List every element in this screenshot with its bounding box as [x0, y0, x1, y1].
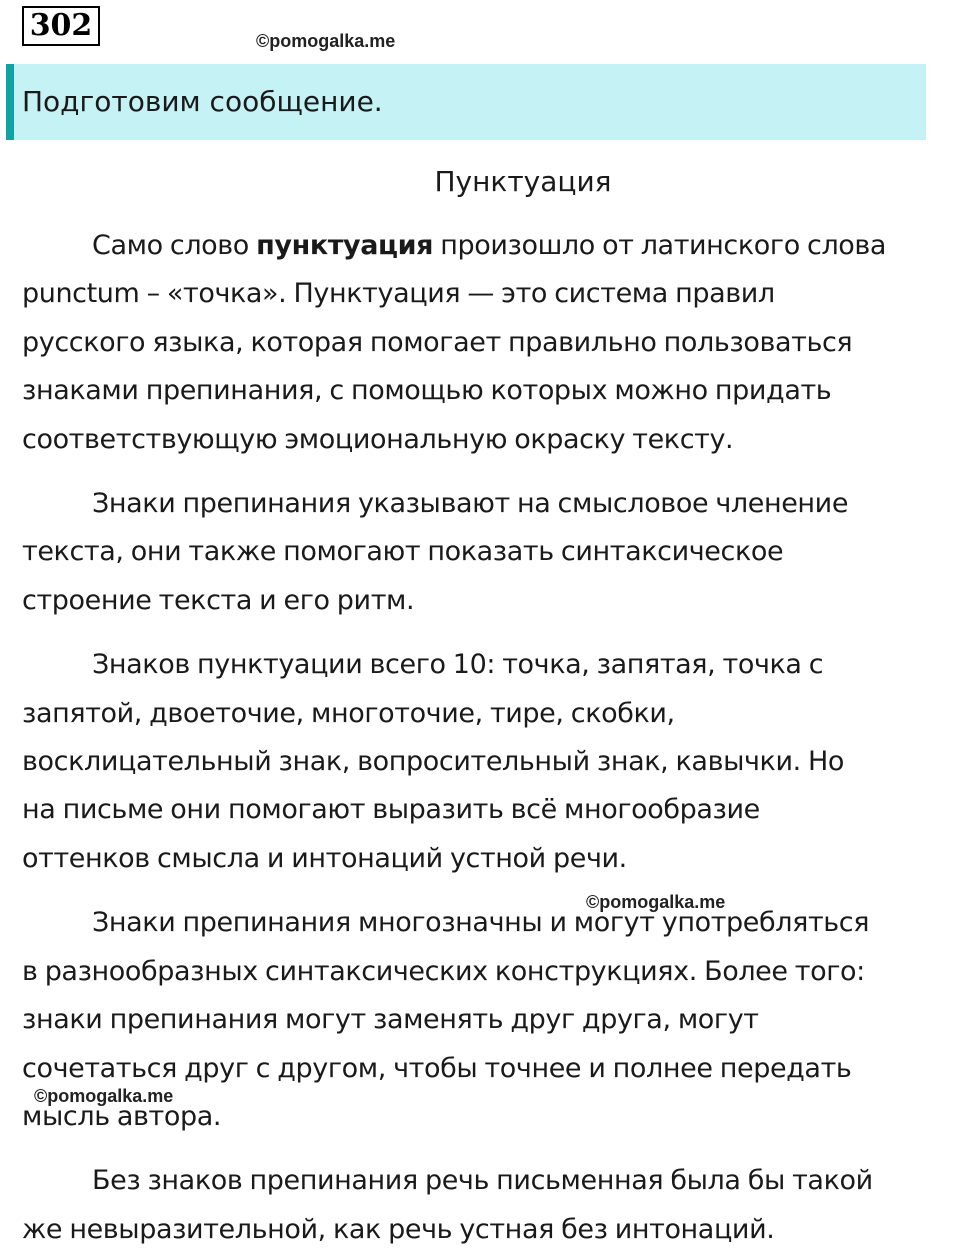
banner-accent-bar	[6, 64, 14, 140]
paragraph-2	[22, 480, 956, 625]
paragraph-line: сочетаться друг с другом, чтобы точнее и полнее передать	[22, 1052, 852, 1084]
paragraph-line: знаки препинания могут заменять друг друга, могут	[22, 1004, 759, 1036]
paragraph-5	[22, 1157, 956, 1254]
term-bold: пунктуация	[256, 230, 434, 261]
paragraph-line: мысль автора.	[22, 1100, 222, 1132]
paragraph-line: знаками препинания, с помощью которых можно придать	[22, 375, 832, 407]
paragraph-line: в разнообразных синтаксических конструкциях. Более того:	[22, 955, 865, 987]
paragraph-3	[22, 641, 956, 883]
watermark-bottom: ©pomogalka.me	[34, 1086, 174, 1106]
paragraph-line: Знаки препинания указывают на смысловое членение	[92, 488, 849, 520]
watermark-middle: ©pomogalka.me	[586, 892, 726, 912]
paragraph-line: оттенков смысла и интонаций устной речи.	[22, 842, 627, 874]
paragraph-line: восклицательный знак, вопросительный знак, кавычки. Но	[22, 746, 845, 778]
paragraph-line: Знаков пунктуации всего 10: точка, запятая, точка с	[92, 649, 824, 681]
paragraph-line: же невыразительной, как речь устная без интонаций.	[22, 1213, 775, 1245]
watermark-top: ©pomogalka.me	[256, 31, 396, 51]
paragraph-line: Знаки препинания многозначны и могут употребляться	[92, 907, 870, 939]
paragraph-line: строение текста и его ритм.	[22, 584, 415, 616]
paragraph-line: Само слово пунктуация произошло от латинского слова	[92, 230, 887, 261]
banner-heading: Подготовим сообщение.	[22, 85, 383, 118]
paragraph-line: Без знаков препинания речь письменная была бы такой	[92, 1165, 873, 1197]
section-banner	[6, 64, 926, 140]
task-number: 302	[22, 6, 100, 46]
paragraph-line: русского языка, которая помогает правильно пользоваться	[22, 326, 853, 358]
paragraph-line: punctum – «точка». Пунктуация — это система правил	[22, 278, 775, 310]
paragraph-1	[22, 222, 956, 464]
paragraph-line: текста, они также помогают показать синтаксическое	[22, 536, 784, 568]
paragraph-line: на письме они помогают выразить всё многообразие	[22, 794, 760, 826]
paragraph-line: запятой, двоеточие, многоточие, тире, скобки,	[22, 697, 675, 729]
paragraph-line: соответствующую эмоциональную окраску тексту.	[22, 423, 734, 455]
document-title: Пунктуация	[434, 165, 612, 198]
